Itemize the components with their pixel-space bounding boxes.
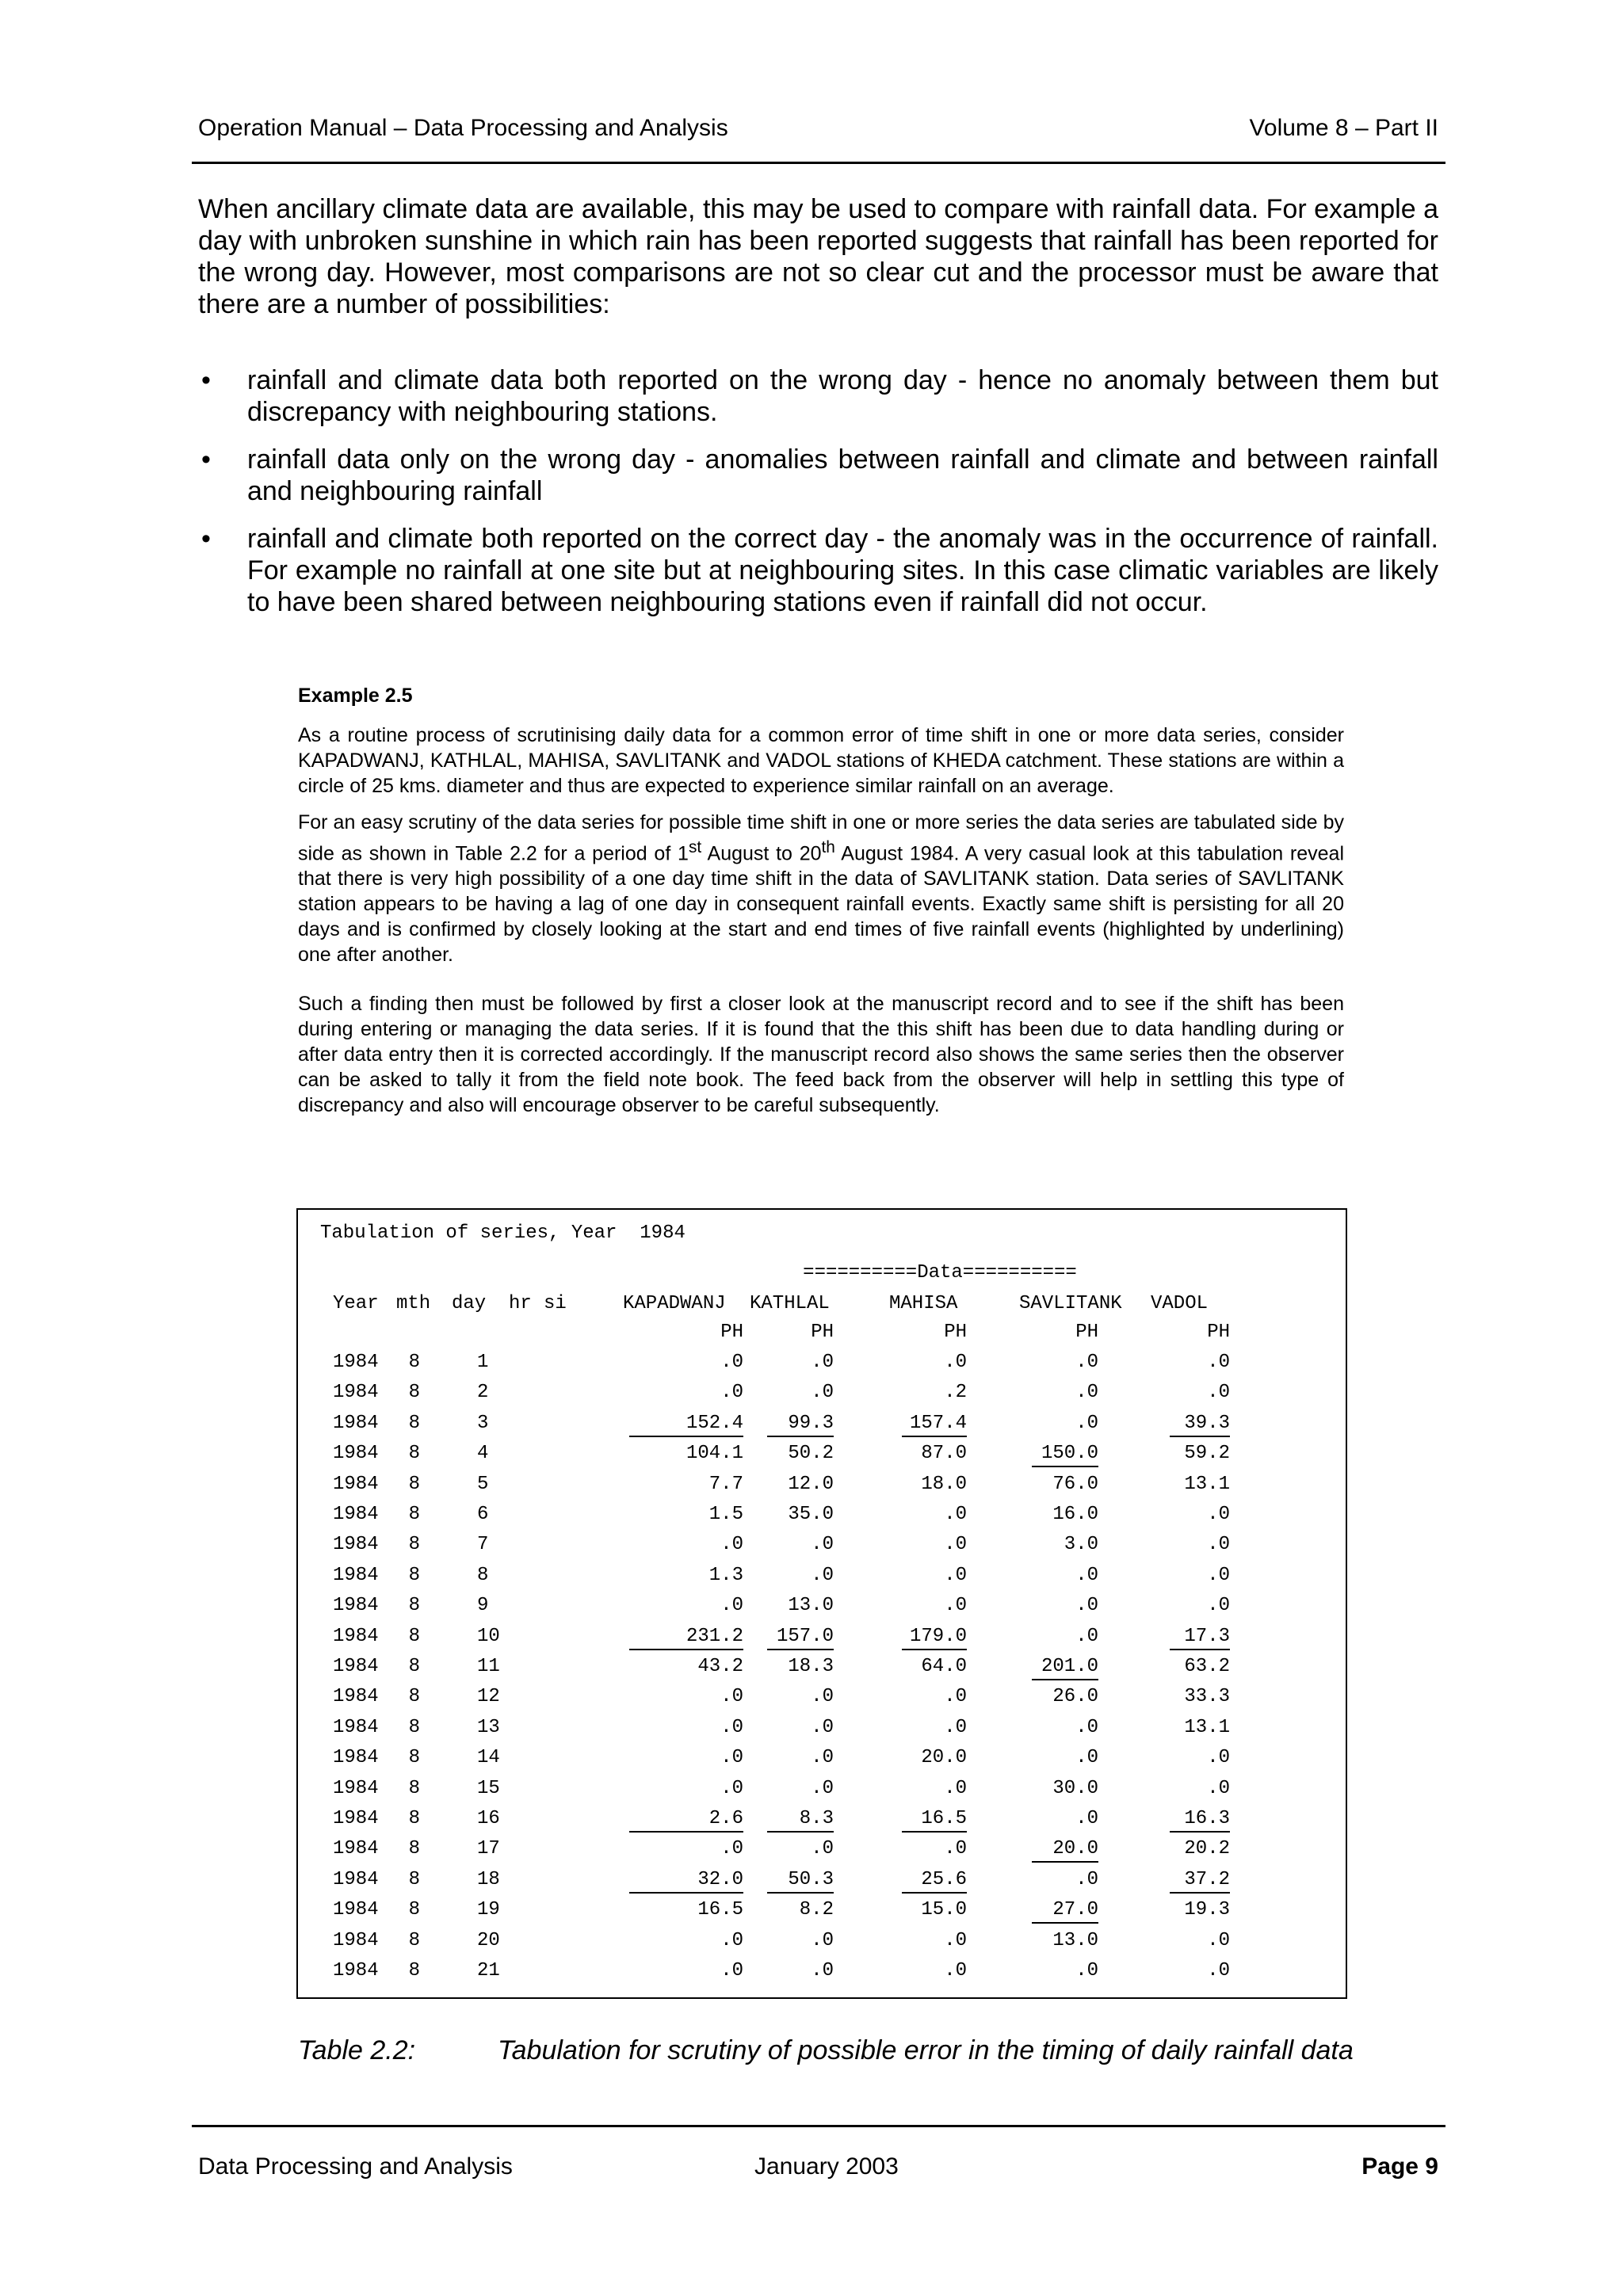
value-cell: .0 <box>1075 1595 1098 1617</box>
month-cell: 8 <box>408 1412 420 1434</box>
bullet-dot-icon: • <box>201 365 211 395</box>
year-cell: 1984 <box>333 1625 379 1647</box>
example-section <box>298 683 1344 1129</box>
value-cell: .0 <box>944 1960 967 1981</box>
tabulation-box <box>296 1208 1347 1999</box>
value-cell: 18.0 <box>921 1473 967 1495</box>
value-cell: .0 <box>811 1534 834 1556</box>
year-cell: 1984 <box>333 1656 379 1677</box>
page-header <box>198 111 1438 146</box>
year-cell: 1984 <box>333 1443 379 1465</box>
value-cell: 35.0 <box>788 1504 834 1525</box>
value-cell: 201.0 <box>1032 1655 1098 1680</box>
year-cell: 1984 <box>333 1595 379 1617</box>
column-header: MAHISA <box>889 1293 958 1314</box>
value-cell: 1.3 <box>708 1564 743 1586</box>
value-cell: .0 <box>720 1838 743 1860</box>
page-footer <box>198 2153 1438 2188</box>
value-cell: .0 <box>811 1382 834 1404</box>
header-volume: Volume 8 – Part II <box>1249 115 1438 141</box>
day-cell: 21 <box>477 1960 500 1981</box>
day-cell: 3 <box>477 1412 489 1434</box>
value-cell: 16.0 <box>1052 1504 1098 1525</box>
year-cell: 1984 <box>333 1686 379 1708</box>
month-cell: 8 <box>408 1625 420 1647</box>
day-cell: 11 <box>477 1656 500 1677</box>
value-cell: 76.0 <box>1052 1473 1098 1495</box>
year-cell: 1984 <box>333 1747 379 1769</box>
example-paragraph-3: Such a finding then must be followed by first a closer look at the manuscript record and to see if the shift has been during entering or managing the data series. If it is found that the this shift has been due to data handling during or after data entry then it is corrected accordingly. If the manuscript record also shows the same series then the observer can be asked to tally it from the field note book. The feed back from the observer will help in settling this type of discrepancy and also will encourage observer to be careful subsequently. <box>298 993 1344 1117</box>
example-title: Example 2.5 <box>298 685 413 707</box>
value-cell: .0 <box>944 1534 967 1556</box>
value-cell: .0 <box>944 1777 967 1799</box>
value-cell: .0 <box>720 1716 743 1738</box>
value-cell: 13.1 <box>1184 1473 1230 1495</box>
value-cell: .0 <box>944 1504 967 1525</box>
year-cell: 1984 <box>333 1929 379 1951</box>
value-cell: .0 <box>720 1960 743 1981</box>
month-cell: 8 <box>408 1595 420 1617</box>
value-cell: 8.2 <box>799 1899 834 1921</box>
unit-label: PH <box>720 1322 743 1343</box>
value-cell: 152.4 <box>629 1412 743 1437</box>
value-cell: .0 <box>1075 1382 1098 1404</box>
value-cell: .0 <box>1075 1625 1098 1647</box>
example-paragraph-2: For an easy scrutiny of the data series for possible time shift in one or more series the data series are tabulated side by side as shown in Table 2.2 for a period of 1st August to 20th August 1984. A very casual look at this tabulation reveal that there is very high possibility of a one day time shift in the data of SAVLITANK station. Data series of SAVLITANK station appears to be having a lag of one day in consequent rainfall events. Exactly same shift is persisting for all 20 days and is confirmed by closely looking at the start and end times of five rainfall events (highlighted by underlining) one after another. <box>298 811 1344 967</box>
unit-label: PH <box>1075 1322 1098 1343</box>
value-cell: 16.5 <box>697 1899 743 1921</box>
day-cell: 5 <box>477 1473 489 1495</box>
column-header: si <box>544 1293 567 1314</box>
value-cell: .0 <box>944 1686 967 1708</box>
day-cell: 8 <box>477 1564 489 1586</box>
bullet-list <box>198 364 1438 634</box>
tabulation-title: Tabulation of series, Year 1984 <box>320 1222 685 1244</box>
value-cell: 104.1 <box>685 1443 743 1465</box>
value-cell: 43.2 <box>697 1656 743 1677</box>
value-cell: 37.2 <box>1170 1868 1230 1894</box>
value-cell: 33.3 <box>1184 1686 1230 1708</box>
value-cell: 8.3 <box>767 1807 834 1833</box>
year-cell: 1984 <box>333 1564 379 1586</box>
value-cell: 157.4 <box>902 1412 967 1437</box>
day-cell: 2 <box>477 1382 489 1404</box>
value-cell: 26.0 <box>1052 1686 1098 1708</box>
value-cell: .0 <box>1207 1929 1230 1951</box>
value-cell: 63.2 <box>1184 1656 1230 1677</box>
day-cell: 19 <box>477 1899 500 1921</box>
month-cell: 8 <box>408 1352 420 1373</box>
column-header: VADOL <box>1151 1293 1209 1314</box>
value-cell: .0 <box>811 1777 834 1799</box>
month-cell: 8 <box>408 1808 420 1829</box>
value-cell: .0 <box>1207 1382 1230 1404</box>
data-rule-label: ==========Data========== <box>803 1262 1077 1283</box>
bullet-dot-icon: • <box>201 444 211 475</box>
value-cell: 32.0 <box>629 1868 743 1894</box>
column-header: Year <box>333 1293 379 1314</box>
header-rule <box>192 162 1445 164</box>
unit-label: PH <box>1207 1322 1230 1343</box>
day-cell: 1 <box>477 1352 489 1373</box>
page-number: Page 9 <box>1361 2153 1438 2180</box>
year-cell: 1984 <box>333 1960 379 1981</box>
value-cell: .0 <box>811 1747 834 1769</box>
value-cell: .0 <box>944 1352 967 1373</box>
value-cell: .0 <box>944 1595 967 1617</box>
day-cell: 15 <box>477 1777 500 1799</box>
value-cell: 7.7 <box>708 1473 743 1495</box>
bullet-item: • rainfall data only on the wrong day - anomalies between rainfall and climate and between rainfall and neighbouring rainfall <box>201 444 1438 506</box>
value-cell: .0 <box>944 1838 967 1860</box>
year-cell: 1984 <box>333 1716 379 1738</box>
value-cell: 27.0 <box>1032 1898 1098 1924</box>
value-cell: .0 <box>720 1534 743 1556</box>
value-cell: .0 <box>811 1716 834 1738</box>
day-cell: 14 <box>477 1747 500 1769</box>
month-cell: 8 <box>408 1838 420 1860</box>
value-cell: 13.0 <box>1052 1929 1098 1951</box>
value-cell: .0 <box>1075 1747 1098 1769</box>
caption-number: Table 2.2: <box>298 2035 416 2065</box>
month-cell: 8 <box>408 1716 420 1738</box>
year-cell: 1984 <box>333 1504 379 1525</box>
value-cell: .0 <box>1075 1960 1098 1981</box>
month-cell: 8 <box>408 1777 420 1799</box>
month-cell: 8 <box>408 1929 420 1951</box>
month-cell: 8 <box>408 1960 420 1981</box>
value-cell: .0 <box>811 1929 834 1951</box>
day-cell: 13 <box>477 1716 500 1738</box>
day-cell: 12 <box>477 1686 500 1708</box>
example-paragraph-1: As a routine process of scrutinising daily data for a common error of time shift in one or more data series, consider KAPADWANJ, KATHLAL, MAHISA, SAVLITANK and VADOL stations of KHEDA catchment. These stations are within a circle of 25 kms. diameter and thus are expected to experience similar rainfall on an average. <box>298 724 1344 797</box>
month-cell: 8 <box>408 1382 420 1404</box>
day-cell: 9 <box>477 1595 489 1617</box>
value-cell: 99.3 <box>767 1412 834 1437</box>
year-cell: 1984 <box>333 1412 379 1434</box>
value-cell: .0 <box>1075 1564 1098 1586</box>
value-cell: .0 <box>1207 1564 1230 1586</box>
month-cell: 8 <box>408 1504 420 1525</box>
value-cell: .0 <box>1075 1716 1098 1738</box>
value-cell: 39.3 <box>1170 1412 1230 1437</box>
value-cell: 179.0 <box>902 1625 967 1650</box>
value-cell: 20.0 <box>1032 1837 1098 1863</box>
month-cell: 8 <box>408 1473 420 1495</box>
day-cell: 6 <box>477 1504 489 1525</box>
value-cell: .0 <box>944 1564 967 1586</box>
value-cell: 17.3 <box>1170 1625 1230 1650</box>
month-cell: 8 <box>408 1443 420 1465</box>
value-cell: .0 <box>1207 1747 1230 1769</box>
value-cell: .2 <box>944 1382 967 1404</box>
bullet-item: • rainfall and climate data both reported on the wrong day - hence no anomaly between them but discrepancy with neighbouring stations. <box>201 365 1438 427</box>
value-cell: .0 <box>944 1929 967 1951</box>
day-cell: 4 <box>477 1443 489 1465</box>
value-cell: .0 <box>811 1352 834 1373</box>
value-cell: .0 <box>944 1716 967 1738</box>
value-cell: 30.0 <box>1052 1777 1098 1799</box>
value-cell: .0 <box>720 1686 743 1708</box>
caption-text: Tabulation for scrutiny of possible error in the timing of daily rainfall data <box>498 2035 1354 2065</box>
intro-paragraph: When ancillary climate data are available, this may be used to compare with rainfall data. For example a day with unbroken sunshine in which rain has been reported suggests that rainfall has been reported for the wrong day. However, most comparisons are not so clear cut and the processor must be aware that there are a number of possibilities: <box>198 194 1438 319</box>
value-cell: 64.0 <box>921 1656 967 1677</box>
column-header: KAPADWANJ <box>623 1293 726 1314</box>
value-cell: 18.3 <box>788 1656 834 1677</box>
bullet-dot-icon: • <box>201 524 211 554</box>
value-cell: .0 <box>811 1838 834 1860</box>
value-cell: .0 <box>720 1747 743 1769</box>
value-cell: 13.1 <box>1184 1716 1230 1738</box>
value-cell: .0 <box>1075 1808 1098 1829</box>
value-cell: 50.3 <box>767 1868 834 1894</box>
value-cell: .0 <box>1207 1534 1230 1556</box>
column-header: mth <box>396 1293 431 1314</box>
value-cell: 150.0 <box>1032 1442 1098 1467</box>
month-cell: 8 <box>408 1564 420 1586</box>
value-cell: 59.2 <box>1184 1443 1230 1465</box>
value-cell: .0 <box>720 1352 743 1373</box>
footer-rule <box>192 2125 1445 2127</box>
year-cell: 1984 <box>333 1777 379 1799</box>
month-cell: 8 <box>408 1656 420 1677</box>
value-cell: 50.2 <box>788 1443 834 1465</box>
value-cell: .0 <box>1075 1412 1098 1434</box>
value-cell: 15.0 <box>921 1899 967 1921</box>
value-cell: 12.0 <box>788 1473 834 1495</box>
year-cell: 1984 <box>333 1352 379 1373</box>
value-cell: 231.2 <box>629 1625 743 1650</box>
column-header: KATHLAL <box>750 1293 830 1314</box>
year-cell: 1984 <box>333 1899 379 1921</box>
year-cell: 1984 <box>333 1534 379 1556</box>
value-cell: .0 <box>720 1595 743 1617</box>
month-cell: 8 <box>408 1534 420 1556</box>
value-cell: 87.0 <box>921 1443 967 1465</box>
unit-label: PH <box>811 1322 834 1343</box>
year-cell: 1984 <box>333 1838 379 1860</box>
value-cell: .0 <box>720 1929 743 1951</box>
footer-left: Data Processing and Analysis <box>198 2153 513 2180</box>
column-header: day <box>452 1293 487 1314</box>
day-cell: 18 <box>477 1868 500 1890</box>
value-cell: 3.0 <box>1064 1534 1098 1556</box>
unit-label: PH <box>944 1322 967 1343</box>
month-cell: 8 <box>408 1868 420 1890</box>
year-cell: 1984 <box>333 1868 379 1890</box>
value-cell: .0 <box>1075 1868 1098 1890</box>
value-cell: 20.0 <box>921 1747 967 1769</box>
value-cell: 20.2 <box>1184 1838 1230 1860</box>
value-cell: 25.6 <box>902 1868 967 1894</box>
value-cell: 16.5 <box>902 1807 967 1833</box>
value-cell: 16.3 <box>1170 1807 1230 1833</box>
value-cell: .0 <box>1207 1352 1230 1373</box>
value-cell: 1.5 <box>708 1504 743 1525</box>
year-cell: 1984 <box>333 1382 379 1404</box>
month-cell: 8 <box>408 1686 420 1708</box>
bullet-item: • rainfall and climate both reported on the correct day - the anomaly was in the occurrence of rainfall. For example no rainfall at one site but at neighbouring sites. In this case climatic variables are likely to have been shared between neighbouring stations even if rainfall did not occur. <box>201 524 1438 617</box>
value-cell: .0 <box>811 1960 834 1981</box>
value-cell: .0 <box>811 1686 834 1708</box>
value-cell: 2.6 <box>629 1807 743 1833</box>
value-cell: 13.0 <box>788 1595 834 1617</box>
value-cell: .0 <box>1075 1352 1098 1373</box>
day-cell: 7 <box>477 1534 489 1556</box>
year-cell: 1984 <box>333 1473 379 1495</box>
value-cell: .0 <box>1207 1504 1230 1525</box>
column-header: hr <box>509 1293 532 1314</box>
column-header: SAVLITANK <box>1019 1293 1122 1314</box>
day-cell: 20 <box>477 1929 500 1951</box>
year-cell: 1984 <box>333 1808 379 1829</box>
month-cell: 8 <box>408 1747 420 1769</box>
day-cell: 10 <box>477 1625 500 1647</box>
value-cell: .0 <box>811 1564 834 1586</box>
value-cell: .0 <box>1207 1777 1230 1799</box>
value-cell: 19.3 <box>1184 1899 1230 1921</box>
value-cell: .0 <box>720 1382 743 1404</box>
header-title: Operation Manual – Data Processing and Analysis <box>198 115 728 141</box>
value-cell: .0 <box>720 1777 743 1799</box>
value-cell: 157.0 <box>767 1625 834 1650</box>
footer-date: January 2003 <box>754 2153 899 2180</box>
day-cell: 16 <box>477 1808 500 1829</box>
value-cell: .0 <box>1207 1960 1230 1981</box>
day-cell: 17 <box>477 1838 500 1860</box>
value-cell: .0 <box>1207 1595 1230 1617</box>
month-cell: 8 <box>408 1899 420 1921</box>
